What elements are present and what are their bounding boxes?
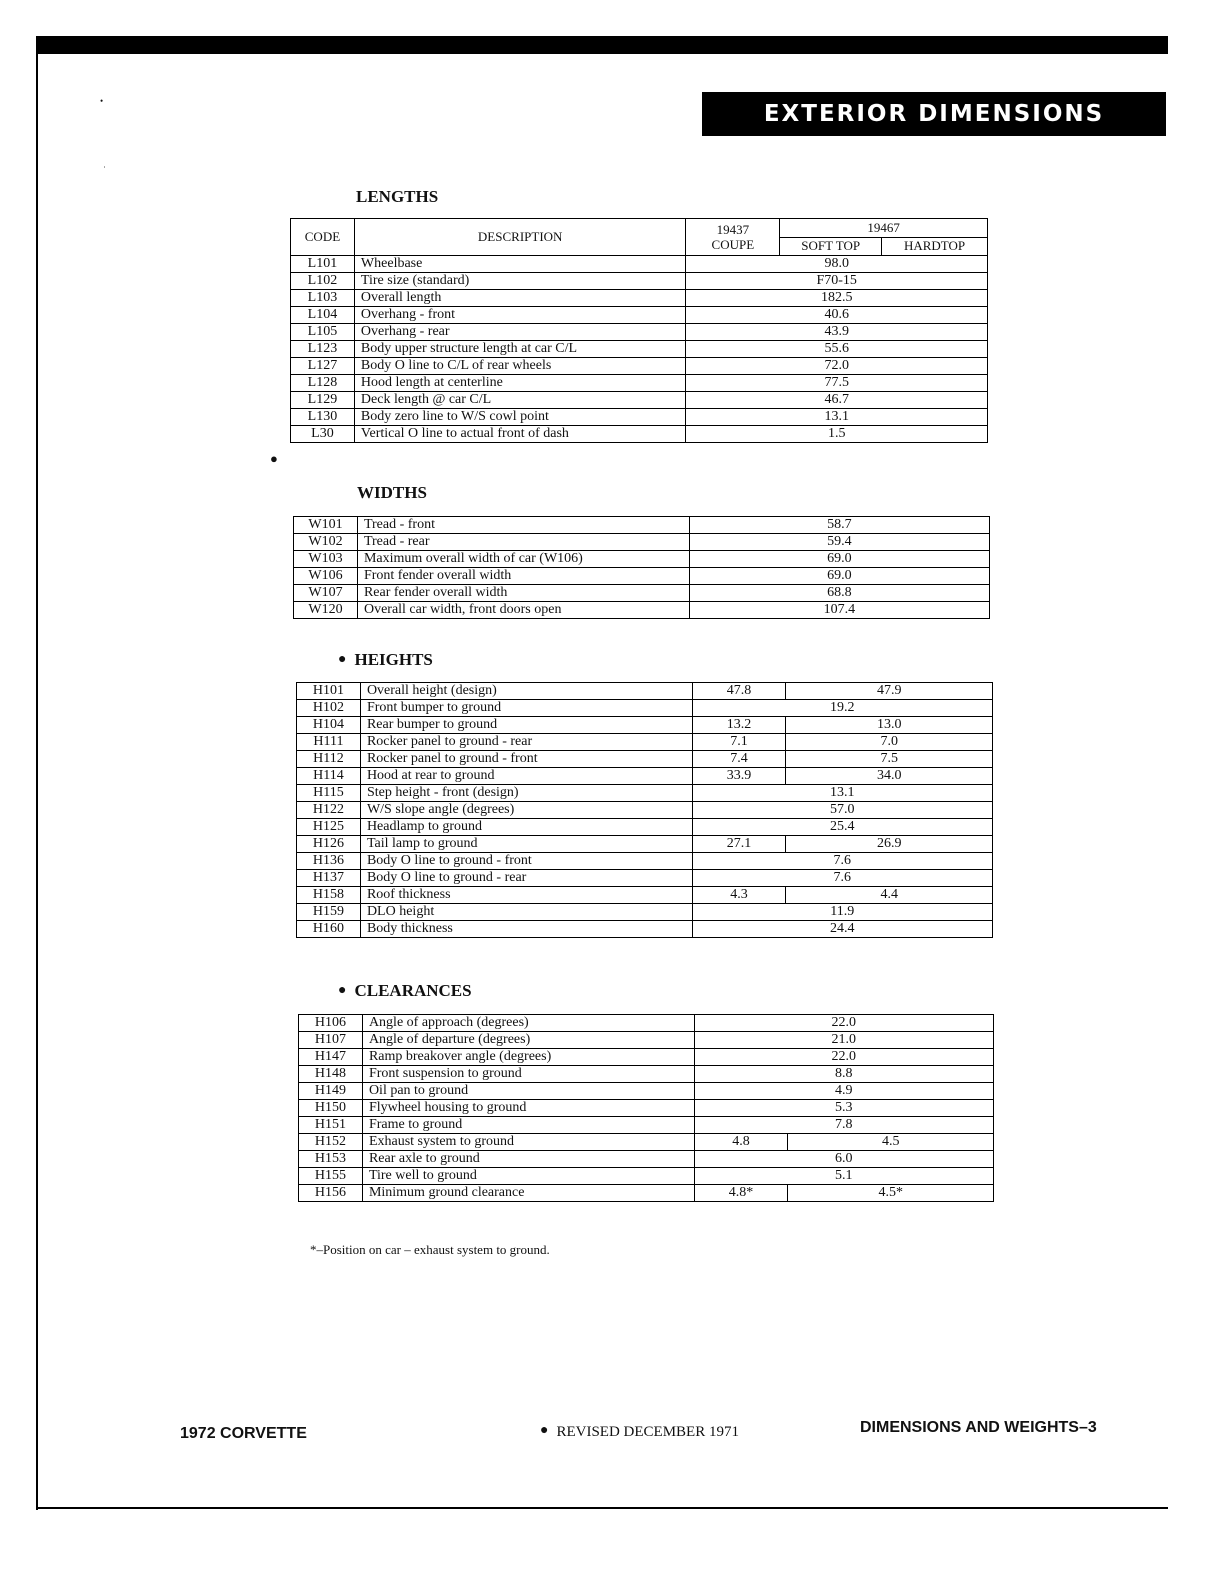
convertible-value: 4.5* [788,1185,994,1202]
code-column-header: CODE [291,219,355,256]
table-row [291,256,988,273]
coupe-label: COUPE [711,237,755,252]
revision-bullet: ● [338,983,347,998]
convertible-value: 7.0 [786,734,993,751]
table-row [297,819,993,836]
row-code: H112 [297,751,361,768]
coupe-value: 47.8 [692,683,786,700]
convertible-value: 47.9 [786,683,993,700]
row-value: 5.1 [694,1168,993,1185]
footer-revision-text: REVISED DECEMBER 1971 [556,1424,739,1440]
row-description: Ramp breakover angle (degrees) [362,1049,694,1066]
footer-model-year: 1972 CORVETTE [180,1425,307,1442]
row-value: 58.7 [689,517,989,534]
table-row [297,717,993,734]
coupe-value: 4.8 [694,1134,788,1151]
row-code: H114 [297,768,361,785]
footer-page-label: DIMENSIONS AND WEIGHTS–3 [860,1419,1097,1436]
coupe-value: 7.1 [692,734,786,751]
row-code: L127 [291,358,355,375]
row-description: Tire size (standard) [354,273,686,290]
row-code: H115 [297,785,361,802]
clearances-heading [338,981,472,1001]
margin-mark: ˙ [103,165,106,175]
row-code: H101 [297,683,361,700]
table-row [294,602,990,619]
clearances-heading-text: CLEARANCES [354,981,472,1000]
row-code: W106 [294,568,358,585]
row-code: H107 [299,1032,363,1049]
row-description: Rocker panel to ground - front [360,751,692,768]
revision-bullet: ● [540,1423,549,1438]
row-description: Wheelbase [354,256,686,273]
row-value: 59.4 [689,534,989,551]
row-description: Tread - front [357,517,689,534]
row-value: 40.6 [686,307,988,324]
table-row [299,1049,994,1066]
table-row [297,887,993,904]
row-description: Exhaust system to ground [362,1134,694,1151]
row-description: DLO height [360,904,692,921]
row-value: 46.7 [686,392,988,409]
row-code: H160 [297,921,361,938]
row-description: Flywheel housing to ground [362,1100,694,1117]
row-code: W102 [294,534,358,551]
bottom-border-rule [36,1507,1168,1509]
row-description: Rear bumper to ground [360,717,692,734]
table-row [294,568,990,585]
table-row [297,751,993,768]
table-row [291,392,988,409]
table-row [299,1168,994,1185]
row-code: W120 [294,602,358,619]
convertible-value: 4.5 [788,1134,994,1151]
row-code: L101 [291,256,355,273]
table-row [291,358,988,375]
row-code: H104 [297,717,361,734]
row-code: L130 [291,409,355,426]
row-description: Tire well to ground [362,1168,694,1185]
revision-bullet: ● [338,652,347,667]
row-value: 13.1 [692,785,992,802]
revision-bullet-mark: ● [270,451,278,466]
row-value: 7.6 [692,853,992,870]
row-description: Headlamp to ground [360,819,692,836]
table-row [297,683,993,700]
table-row [297,836,993,853]
table-row [297,700,993,717]
table-row [291,426,988,443]
row-value: 77.5 [686,375,988,392]
row-description: Oil pan to ground [362,1083,694,1100]
row-description: Body O line to C/L of rear wheels [354,358,686,375]
table-row [297,785,993,802]
table-row [299,1185,994,1202]
table-row [297,853,993,870]
description-column-header: DESCRIPTION [354,219,686,256]
row-description: Body O line to ground - front [360,853,692,870]
row-code: L129 [291,392,355,409]
row-value: 7.6 [692,870,992,887]
row-description: Body zero line to W/S cowl point [354,409,686,426]
row-code: L102 [291,273,355,290]
lengths-heading: LENGTHS [356,187,439,206]
table-row [291,375,988,392]
row-code: H151 [299,1117,363,1134]
row-code: H156 [299,1185,363,1202]
coupe-value: 4.8* [694,1185,788,1202]
footer-revision [540,1423,739,1441]
hardtop-header: HARDTOP [882,237,988,256]
coupe-model-number: 19437 [716,222,750,237]
row-description: Front fender overall width [357,568,689,585]
table-row [299,1117,994,1134]
row-value: 69.0 [689,551,989,568]
row-value: 11.9 [692,904,992,921]
row-value: 72.0 [686,358,988,375]
row-value: 107.4 [689,602,989,619]
row-description: Tread - rear [357,534,689,551]
row-code: W103 [294,551,358,568]
row-code: W101 [294,517,358,534]
table-row [297,870,993,887]
table-row [291,307,988,324]
row-description: Roof thickness [360,887,692,904]
table-row [297,734,993,751]
row-description: Step height - front (design) [360,785,692,802]
table-row [299,1151,994,1168]
row-code: L123 [291,341,355,358]
convertible-value: 4.4 [786,887,993,904]
convertible-value: 13.0 [786,717,993,734]
heights-heading-text: HEIGHTS [354,650,433,669]
row-description: Rear fender overall width [357,585,689,602]
convertible-value: 7.5 [786,751,993,768]
row-code: H159 [297,904,361,921]
coupe-column-header [686,219,780,256]
table-row [291,341,988,358]
row-code: W107 [294,585,358,602]
row-code: L30 [291,426,355,443]
row-code: L128 [291,375,355,392]
row-description: W/S slope angle (degrees) [360,802,692,819]
top-border-bar [36,36,1168,54]
row-code: H106 [299,1015,363,1032]
row-description: Rear axle to ground [362,1151,694,1168]
table-row [297,768,993,785]
coupe-value: 4.3 [692,887,786,904]
row-code: H158 [297,887,361,904]
table-row [294,551,990,568]
row-value: 5.3 [694,1100,993,1117]
row-value: 69.0 [689,568,989,585]
coupe-value: 7.4 [692,751,786,768]
row-description: Hood length at centerline [354,375,686,392]
row-description: Hood at rear to ground [360,768,692,785]
table-row [299,1015,994,1032]
row-description: Body O line to ground - rear [360,870,692,887]
row-value: 8.8 [694,1066,993,1083]
convertible-value: 26.9 [786,836,993,853]
table-row [297,904,993,921]
coupe-value: 13.2 [692,717,786,734]
table-row [291,273,988,290]
row-value: 6.0 [694,1151,993,1168]
clearances-table [298,1014,994,1202]
left-border-rule [36,36,38,1510]
convertible-model-header: 19467 [780,219,988,238]
row-description: Angle of departure (degrees) [362,1032,694,1049]
table-row [299,1066,994,1083]
table-row [299,1032,994,1049]
row-description: Frame to ground [362,1117,694,1134]
row-value: 19.2 [692,700,992,717]
lengths-table [290,218,988,443]
table-row [297,921,993,938]
table-row [294,534,990,551]
row-description: Angle of approach (degrees) [362,1015,694,1032]
row-description: Front bumper to ground [360,700,692,717]
row-code: H125 [297,819,361,836]
page-title-banner: EXTERIOR DIMENSIONS [702,92,1166,136]
table-row [291,290,988,307]
row-value: 68.8 [689,585,989,602]
row-value: 24.4 [692,921,992,938]
row-description: Maximum overall width of car (W106) [357,551,689,568]
row-code: H102 [297,700,361,717]
row-value: 25.4 [692,819,992,836]
row-value: 98.0 [686,256,988,273]
row-description: Tail lamp to ground [360,836,692,853]
row-value: 55.6 [686,341,988,358]
table-row [294,585,990,602]
table-row [299,1100,994,1117]
row-description: Overall length [354,290,686,307]
table-row [291,324,988,341]
row-code: H147 [299,1049,363,1066]
row-value: 22.0 [694,1049,993,1066]
row-code: H153 [299,1151,363,1168]
row-description: Overhang - front [354,307,686,324]
row-code: H150 [299,1100,363,1117]
row-description: Body upper structure length at car C/L [354,341,686,358]
table-row [299,1083,994,1100]
table-row [294,517,990,534]
row-value: 57.0 [692,802,992,819]
row-code: H111 [297,734,361,751]
convertible-value: 34.0 [786,768,993,785]
row-description: Rocker panel to ground - rear [360,734,692,751]
row-value: 4.9 [694,1083,993,1100]
row-code: H149 [299,1083,363,1100]
row-code: H122 [297,802,361,819]
row-code: H152 [299,1134,363,1151]
row-value: 1.5 [686,426,988,443]
row-description: Body thickness [360,921,692,938]
row-value: 13.1 [686,409,988,426]
widths-table [293,516,990,619]
row-description: Deck length @ car C/L [354,392,686,409]
row-code: H126 [297,836,361,853]
row-description: Overhang - rear [354,324,686,341]
row-description: Front suspension to ground [362,1066,694,1083]
row-code: H136 [297,853,361,870]
coupe-value: 27.1 [692,836,786,853]
table-row [299,1134,994,1151]
heights-table [296,682,993,938]
row-description: Overall height (design) [360,683,692,700]
row-description: Minimum ground clearance [362,1185,694,1202]
heights-heading [338,650,433,670]
table-row [291,409,988,426]
row-code: H155 [299,1168,363,1185]
row-code: H148 [299,1066,363,1083]
margin-mark: • [100,96,104,106]
row-code: L105 [291,324,355,341]
row-value: 182.5 [686,290,988,307]
row-value: 22.0 [694,1015,993,1032]
row-code: L103 [291,290,355,307]
row-value: 43.9 [686,324,988,341]
row-value: 7.8 [694,1117,993,1134]
widths-heading: WIDTHS [357,483,427,502]
row-value: F70-15 [686,273,988,290]
row-value: 21.0 [694,1032,993,1049]
row-code: L104 [291,307,355,324]
footnote: *–Position on car – exhaust system to ground. [310,1242,550,1257]
row-code: H137 [297,870,361,887]
row-description: Vertical O line to actual front of dash [354,426,686,443]
coupe-value: 33.9 [692,768,786,785]
row-description: Overall car width, front doors open [357,602,689,619]
table-row [297,802,993,819]
soft-top-header: SOFT TOP [780,237,882,256]
